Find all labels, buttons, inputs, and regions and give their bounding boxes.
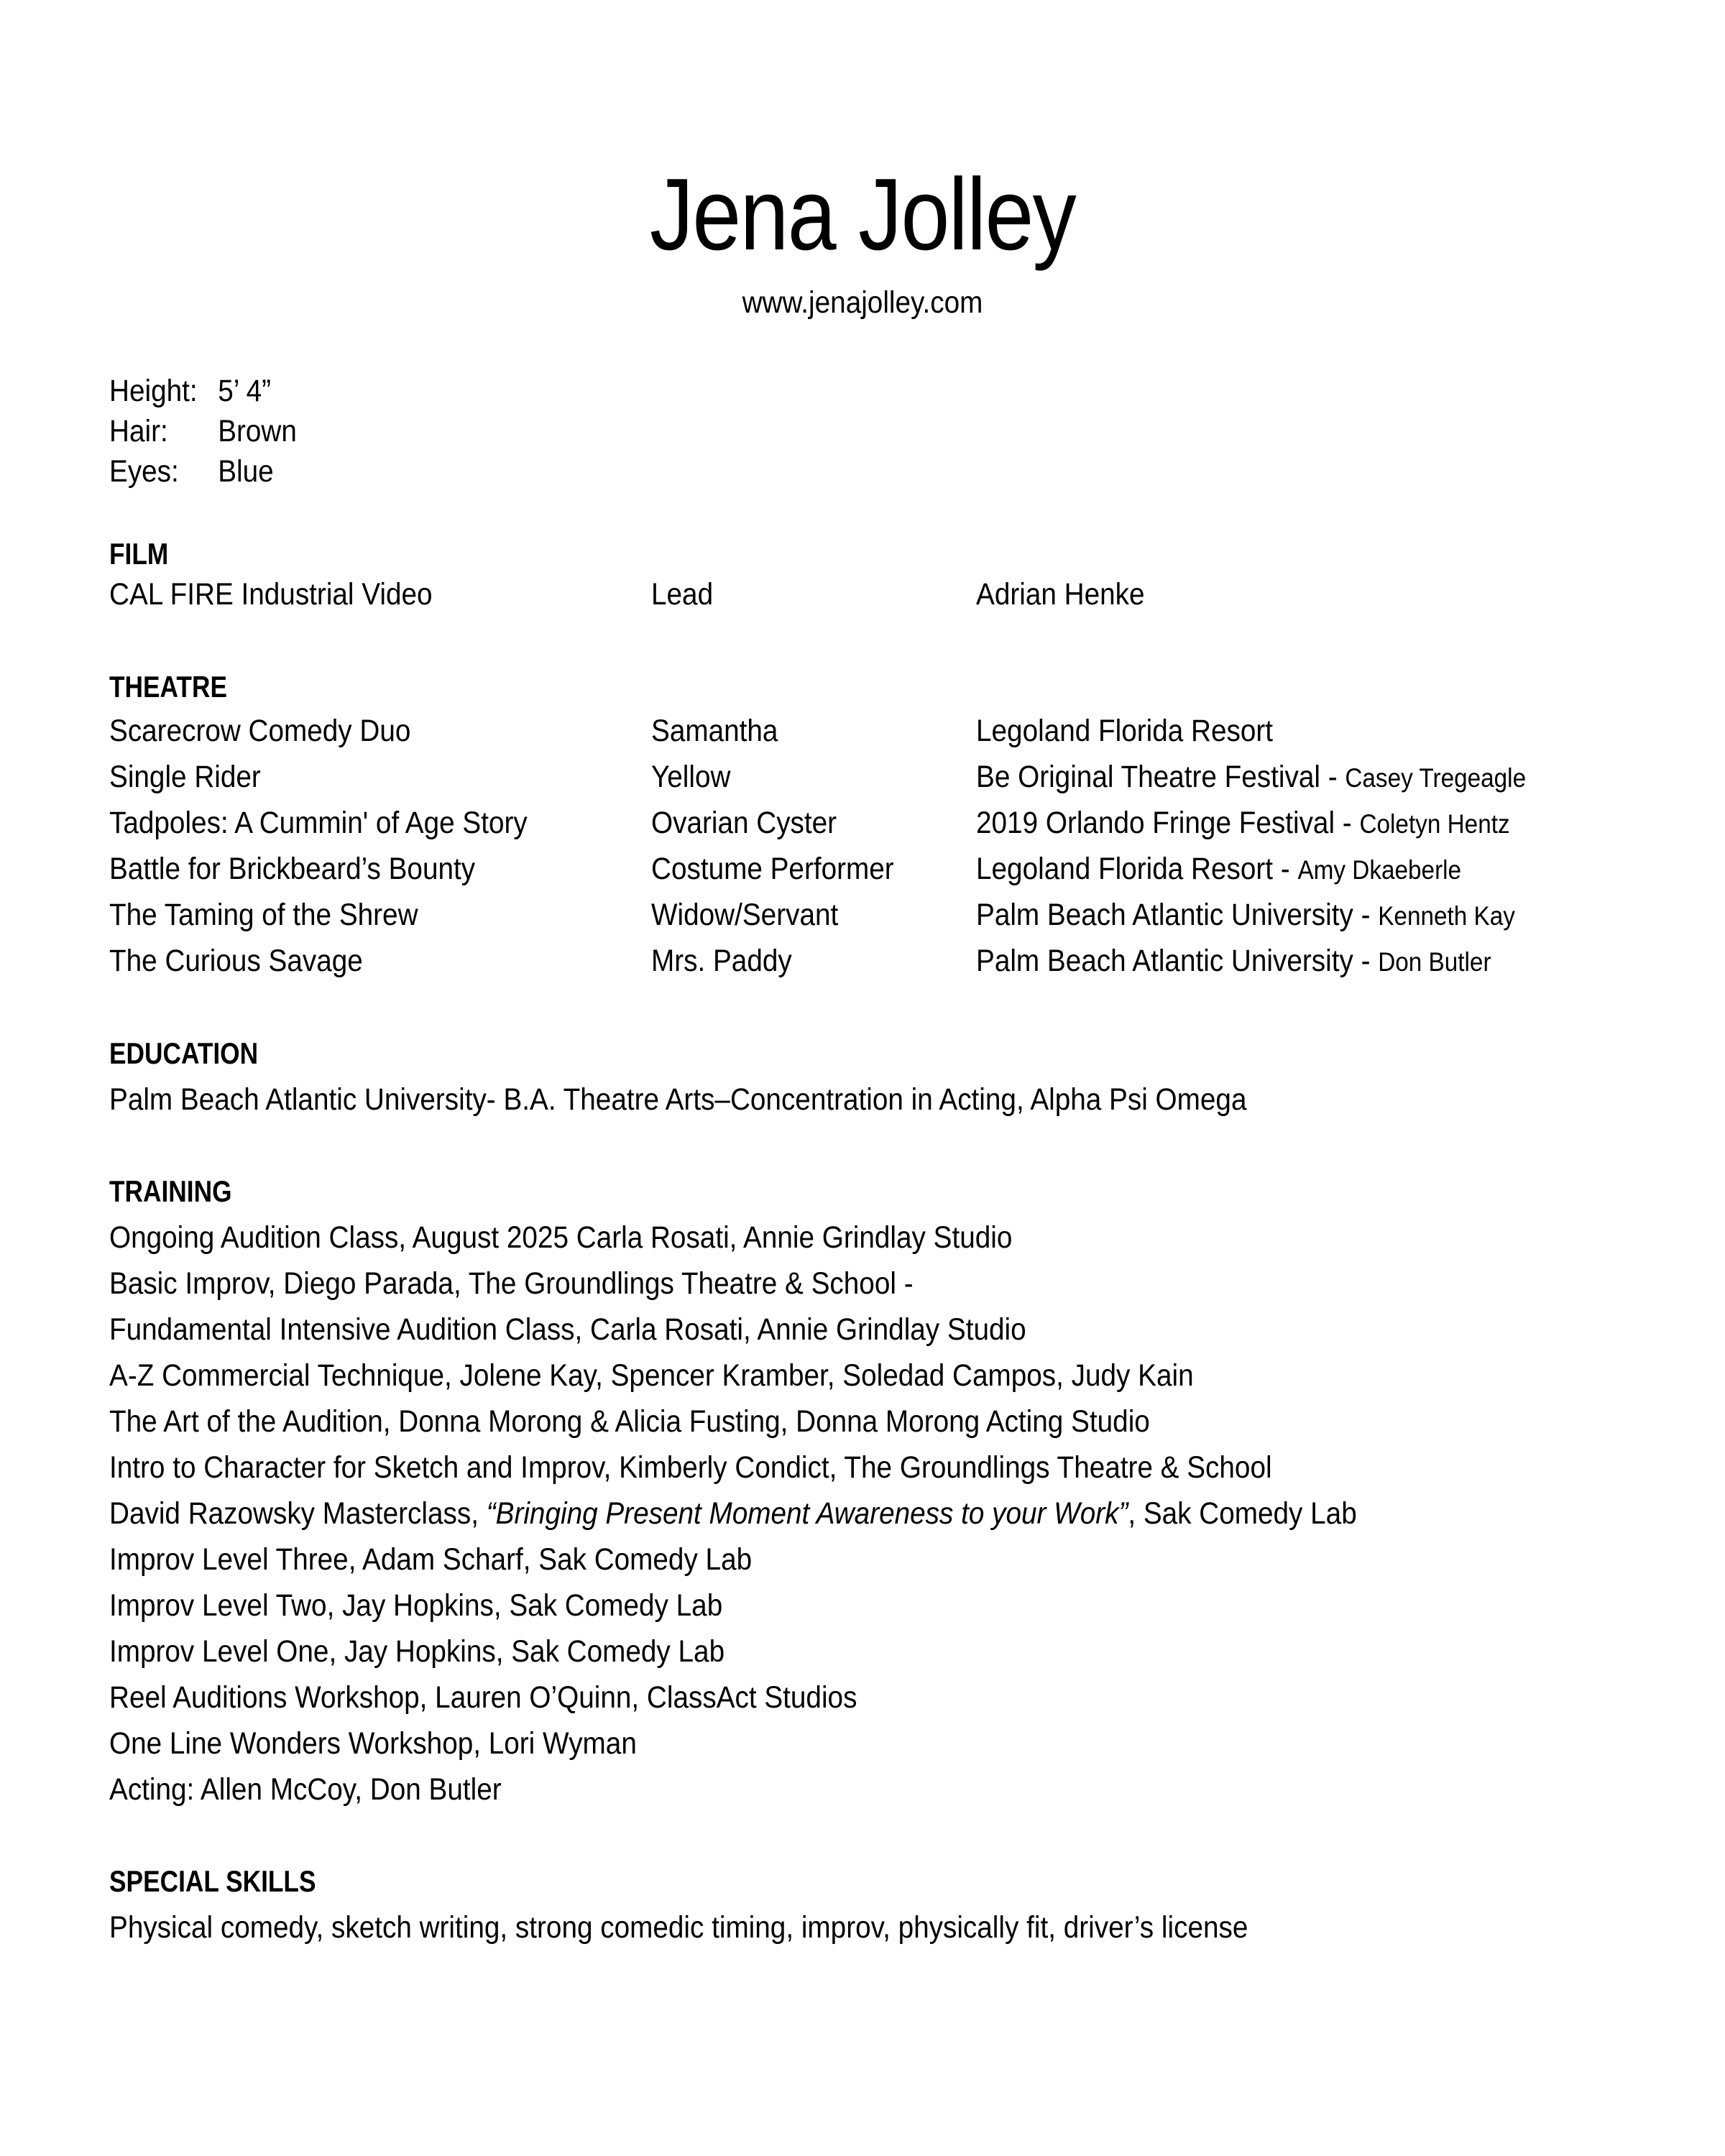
training-item-masterclass	[109, 1491, 1357, 1537]
training-item: Improv Level Three, Adam Scharf, Sak Comedy Lab	[109, 1542, 753, 1577]
training-item: Basic Improv, Diego Parada, The Groundlings Theatre & School -	[109, 1266, 914, 1301]
masterclass-venue: , Sak Comedy Lab	[1128, 1496, 1357, 1531]
training-item: One Line Wonders Workshop, Lori Wyman	[109, 1726, 637, 1761]
training-item: Improv Level One, Jay Hopkins, Sak Comedy Lab	[109, 1634, 725, 1669]
credit-role: Widow/Servant	[651, 898, 839, 932]
credit-director: Don Butler	[1378, 947, 1491, 977]
stat-eyes	[109, 451, 297, 492]
stat-value: Brown	[218, 414, 297, 448]
credit-project: Battle for Brickbeard’s Bounty	[109, 852, 476, 886]
stat-label: Height:	[109, 374, 198, 408]
education-list	[109, 1077, 1373, 1123]
training-item: Fundamental Intensive Audition Class, Carla Rosati, Annie Grindlay Studio	[109, 1312, 1026, 1347]
training-item: Ongoing Audition Class, August 2025 Carla Rosati, Annie Grindlay Studio	[109, 1220, 1013, 1255]
credit-role: Mrs. Paddy	[651, 944, 792, 978]
training-item: The Art of the Audition, Donna Morong & Alicia Fusting, Donna Morong Acting Studio	[109, 1404, 1150, 1439]
section-title-film: FILM	[109, 537, 169, 571]
credit-company	[976, 800, 1510, 847]
credit-company-name: Adrian Henke	[976, 577, 1145, 612]
credit-role: Samantha	[651, 714, 778, 748]
training-item: Intro to Character for Sketch and Improv, Kimberly Condict, The Groundlings Theatre & School	[109, 1450, 1272, 1485]
actor-name: Jena Jolley	[649, 157, 1076, 272]
credit-company-name: Palm Beach Atlantic University -	[976, 898, 1371, 932]
section-title-special-skills: SPECIAL SKILLS	[109, 1864, 316, 1898]
credit-project: The Taming of the Shrew	[109, 898, 418, 932]
stat-value: Blue	[218, 454, 274, 489]
stat-hair	[109, 411, 297, 451]
credit-project: Tadpoles: A Cummin' of Age Story	[109, 806, 528, 840]
credit-company	[976, 938, 1491, 985]
training-item: Reel Auditions Workshop, Lauren O’Quinn, ClassAct Studios	[109, 1680, 857, 1715]
credit-director: Amy Dkaeberle	[1297, 855, 1462, 885]
credit-company	[976, 892, 1515, 939]
training-item: Acting: Allen McCoy, Don Butler	[109, 1772, 502, 1807]
training-item: Improv Level Two, Jay Hopkins, Sak Comedy Lab	[109, 1588, 723, 1623]
credit-project: Scarecrow Comedy Duo	[109, 714, 411, 748]
section-title-education: EDUCATION	[109, 1036, 259, 1070]
training-list	[109, 1215, 1496, 1812]
credit-role: Yellow	[651, 760, 731, 794]
masterclass-text: David Razowsky Masterclass,	[109, 1496, 487, 1531]
stat-height	[109, 371, 297, 411]
credit-company-name: Legoland Florida Resort -	[976, 852, 1290, 886]
website-link[interactable]: www.jenajolley.com	[742, 285, 983, 320]
credit-director: Coletyn Hentz	[1359, 809, 1510, 839]
credit-role: Ovarian Cyster	[651, 806, 837, 840]
credit-project: Single Rider	[109, 760, 261, 794]
credit-director: Kenneth Kay	[1378, 901, 1515, 931]
credit-company	[976, 571, 1144, 617]
physical-stats	[109, 371, 318, 492]
credit-company-name: Palm Beach Atlantic University -	[976, 944, 1371, 978]
training-item: A-Z Commercial Technique, Jolene Kay, Spencer Kramber, Soledad Campos, Judy Kain	[109, 1358, 1194, 1393]
credit-company	[976, 754, 1526, 801]
stat-label: Hair:	[109, 414, 168, 448]
credit-project: CAL FIRE Industrial Video	[109, 577, 433, 612]
credit-company-name: Legoland Florida Resort	[976, 714, 1274, 748]
masterclass-title: “Bringing Present Moment Awareness to your Work”	[486, 1496, 1128, 1531]
credit-role: Lead	[651, 577, 714, 612]
credit-company	[976, 708, 1273, 754]
credit-director: Casey Tregeagle	[1345, 763, 1527, 793]
education-item: Palm Beach Atlantic University- B.A. Theatre Arts–Concentration in Acting, Alpha Psi Omega	[109, 1082, 1247, 1117]
stat-value: 5’ 4”	[218, 374, 272, 408]
section-title-training: TRAINING	[109, 1174, 232, 1208]
special-skills-list	[109, 1904, 1374, 1950]
credit-company-name: Be Original Theatre Festival -	[976, 760, 1338, 794]
credit-company-name: 2019 Orlando Fringe Festival -	[976, 806, 1352, 840]
credit-role: Costume Performer	[651, 852, 894, 886]
credit-project: The Curious Savage	[109, 944, 363, 978]
special-skills-item: Physical comedy, sketch writing, strong comedic timing, improv, physically fit, driver’s license	[109, 1910, 1248, 1945]
credit-company	[976, 846, 1461, 893]
section-title-theatre: THEATRE	[109, 670, 227, 704]
stat-label: Eyes:	[109, 454, 179, 489]
